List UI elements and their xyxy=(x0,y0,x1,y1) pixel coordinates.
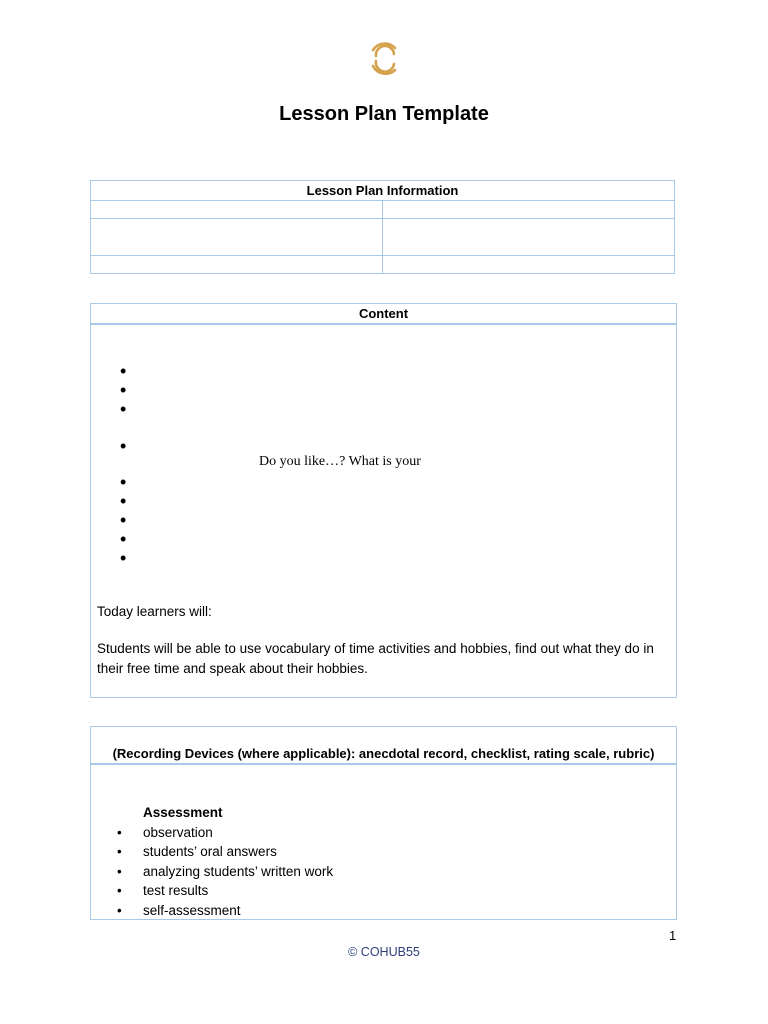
list-item xyxy=(117,901,333,921)
bullet-point xyxy=(120,442,128,450)
assessment-item: self-assessment xyxy=(143,902,241,918)
page-number: 1 xyxy=(669,928,677,943)
assessment-item: observation xyxy=(143,824,213,840)
info-cell[interactable] xyxy=(383,201,675,219)
list-item xyxy=(117,823,333,843)
assessment-item: analyzing students’ written work xyxy=(143,863,334,879)
info-cell[interactable] xyxy=(91,219,383,256)
lesson-plan-info-table xyxy=(90,180,675,274)
learning-objective: Students will be able to use vocabulary of time activities and hobbies, find out what they do in their free time and speak about their hobbies. xyxy=(97,641,654,676)
question-text: Do you like…? What is your xyxy=(259,454,421,469)
info-cell[interactable] xyxy=(91,201,383,219)
bullet-point xyxy=(120,535,128,543)
content-header: Content xyxy=(91,304,676,325)
list-item xyxy=(117,881,333,901)
bullet-point xyxy=(120,386,128,394)
bullet-point: • xyxy=(117,883,122,899)
bullet-point: • xyxy=(117,863,122,879)
assessment-header: (Recording Devices (where applicable): anecdotal record, checklist, rating scale, rubric) xyxy=(91,727,676,765)
info-cell[interactable] xyxy=(383,256,675,274)
bullet-point xyxy=(120,516,128,524)
bullet-point xyxy=(120,497,128,505)
assessment-title: Assessment xyxy=(143,805,223,820)
content-section xyxy=(90,303,677,698)
bullet-point: • xyxy=(117,844,122,860)
copyright-footer: © COHUB55 xyxy=(348,945,420,959)
bullet-point xyxy=(120,478,128,486)
assessment-item: test results xyxy=(143,883,209,899)
info-cell[interactable] xyxy=(91,256,383,274)
learners-intro: Today learners will: xyxy=(97,604,212,619)
list-item xyxy=(117,862,333,882)
cohub-logo-icon xyxy=(364,38,404,78)
page-title: Lesson Plan Template xyxy=(279,103,489,125)
assessment-item: students’ oral answers xyxy=(143,844,277,860)
info-cell[interactable] xyxy=(383,219,675,256)
assessment-list xyxy=(117,803,333,921)
list-item xyxy=(117,842,333,862)
bullet-point xyxy=(120,554,128,562)
info-table-header: Lesson Plan Information xyxy=(91,181,675,201)
bullet-point xyxy=(120,405,128,413)
bullet-point: • xyxy=(117,902,122,918)
assessment-section xyxy=(90,726,677,920)
bullet-point xyxy=(120,367,128,375)
bullet-point: • xyxy=(117,824,122,840)
